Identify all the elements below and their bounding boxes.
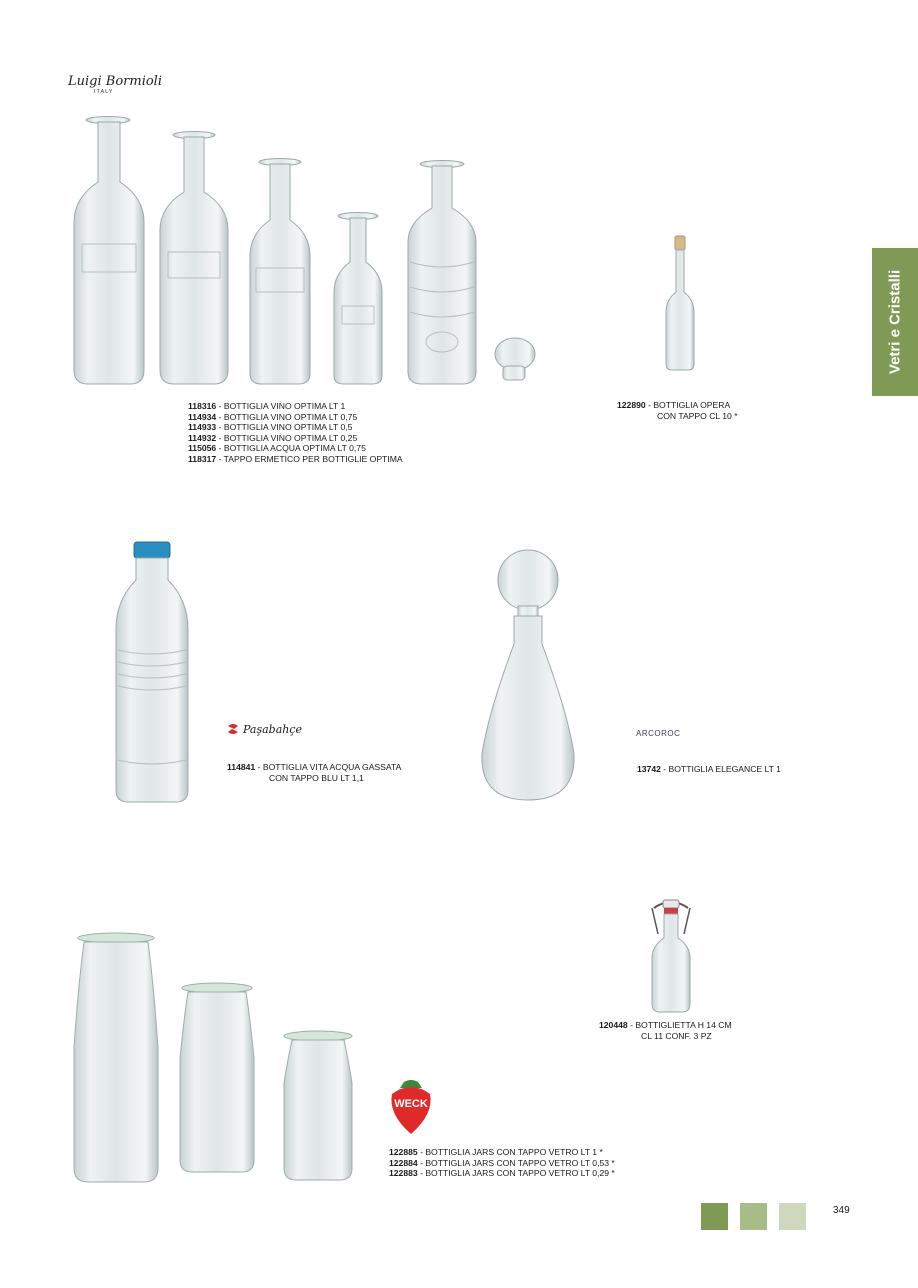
caption-line: CL 11 CONF. 3 PZ [641,1030,712,1041]
section-tab-label: Vetri e Cristalli [886,269,904,375]
optima-captions [188,401,403,465]
opera-caption [617,400,738,421]
footer-square-medium [740,1203,767,1230]
bormioli-logo-name: Luigi Bormioli [68,74,162,89]
pasabahce-logo [226,722,302,736]
bottiglietta-image [646,894,696,1014]
caption-line: CON TAPPO BLU LT 1,1 [269,772,364,783]
caption-line: 114933 - BOTTIGLIA VINO OPTIMA LT 0,5 [188,422,353,433]
bottiglietta-caption [599,1020,732,1041]
section-tab [872,248,918,396]
weck-jars-image [66,928,376,1188]
caption-line: 118316 - BOTTIGLIA VINO OPTIMA LT 1 [188,401,346,411]
page-number: 349 [833,1205,850,1216]
vita-caption [227,762,401,783]
caption-line: 122883 - BOTTIGLIA JARS CON TAPPO VETRO LT 0,29 * [389,1168,615,1179]
elegance-carafe-image [480,544,580,804]
caption-line: 13742 - BOTTIGLIA ELEGANCE LT 1 [637,764,781,774]
footer-square-dark [701,1203,728,1230]
bormioli-logo [68,74,162,95]
caption-line: 122885 - BOTTIGLIA JARS CON TAPPO VETRO LT 1 * [389,1147,603,1157]
optima-bottles-image [60,112,540,412]
arcoroc-logo: ARCOROC [636,729,681,738]
caption-line: 114934 - BOTTIGLIA VINO OPTIMA LT 0,75 [188,411,358,422]
caption-line: 118317 - TAPPO ERMETICO PER BOTTIGLIE OPTIMA [188,453,403,464]
footer-square-light [779,1203,806,1230]
pasabahce-logo-text: Paşabahçe [243,722,303,736]
vita-bottle-image [112,540,192,805]
pasabahce-mark-icon [226,722,240,736]
bormioli-logo-sub: ITALY [94,89,114,95]
caption-line: 122890 - BOTTIGLIA OPERA [617,400,731,410]
caption-line: 115056 - BOTTIGLIA ACQUA OPTIMA LT 0,75 [188,443,366,454]
caption-line: 114932 - BOTTIGLIA VINO OPTIMA LT 0,25 [188,432,358,443]
weck-logo-text: WECK [394,1098,428,1110]
weck-logo [388,1078,434,1136]
caption-line: 120448 - BOTTIGLIETTA H 14 CM [599,1020,732,1030]
elegance-caption [637,764,781,775]
caption-line: 114841 - BOTTIGLIA VITA ACQUA GASSATA [227,762,402,772]
caption-line: 122884 - BOTTIGLIA JARS CON TAPPO VETRO LT 0,53 * [389,1157,615,1168]
jars-captions [389,1147,615,1179]
caption-line: CON TAPPO CL 10 * [657,410,738,421]
opera-bottle-image [660,236,700,376]
